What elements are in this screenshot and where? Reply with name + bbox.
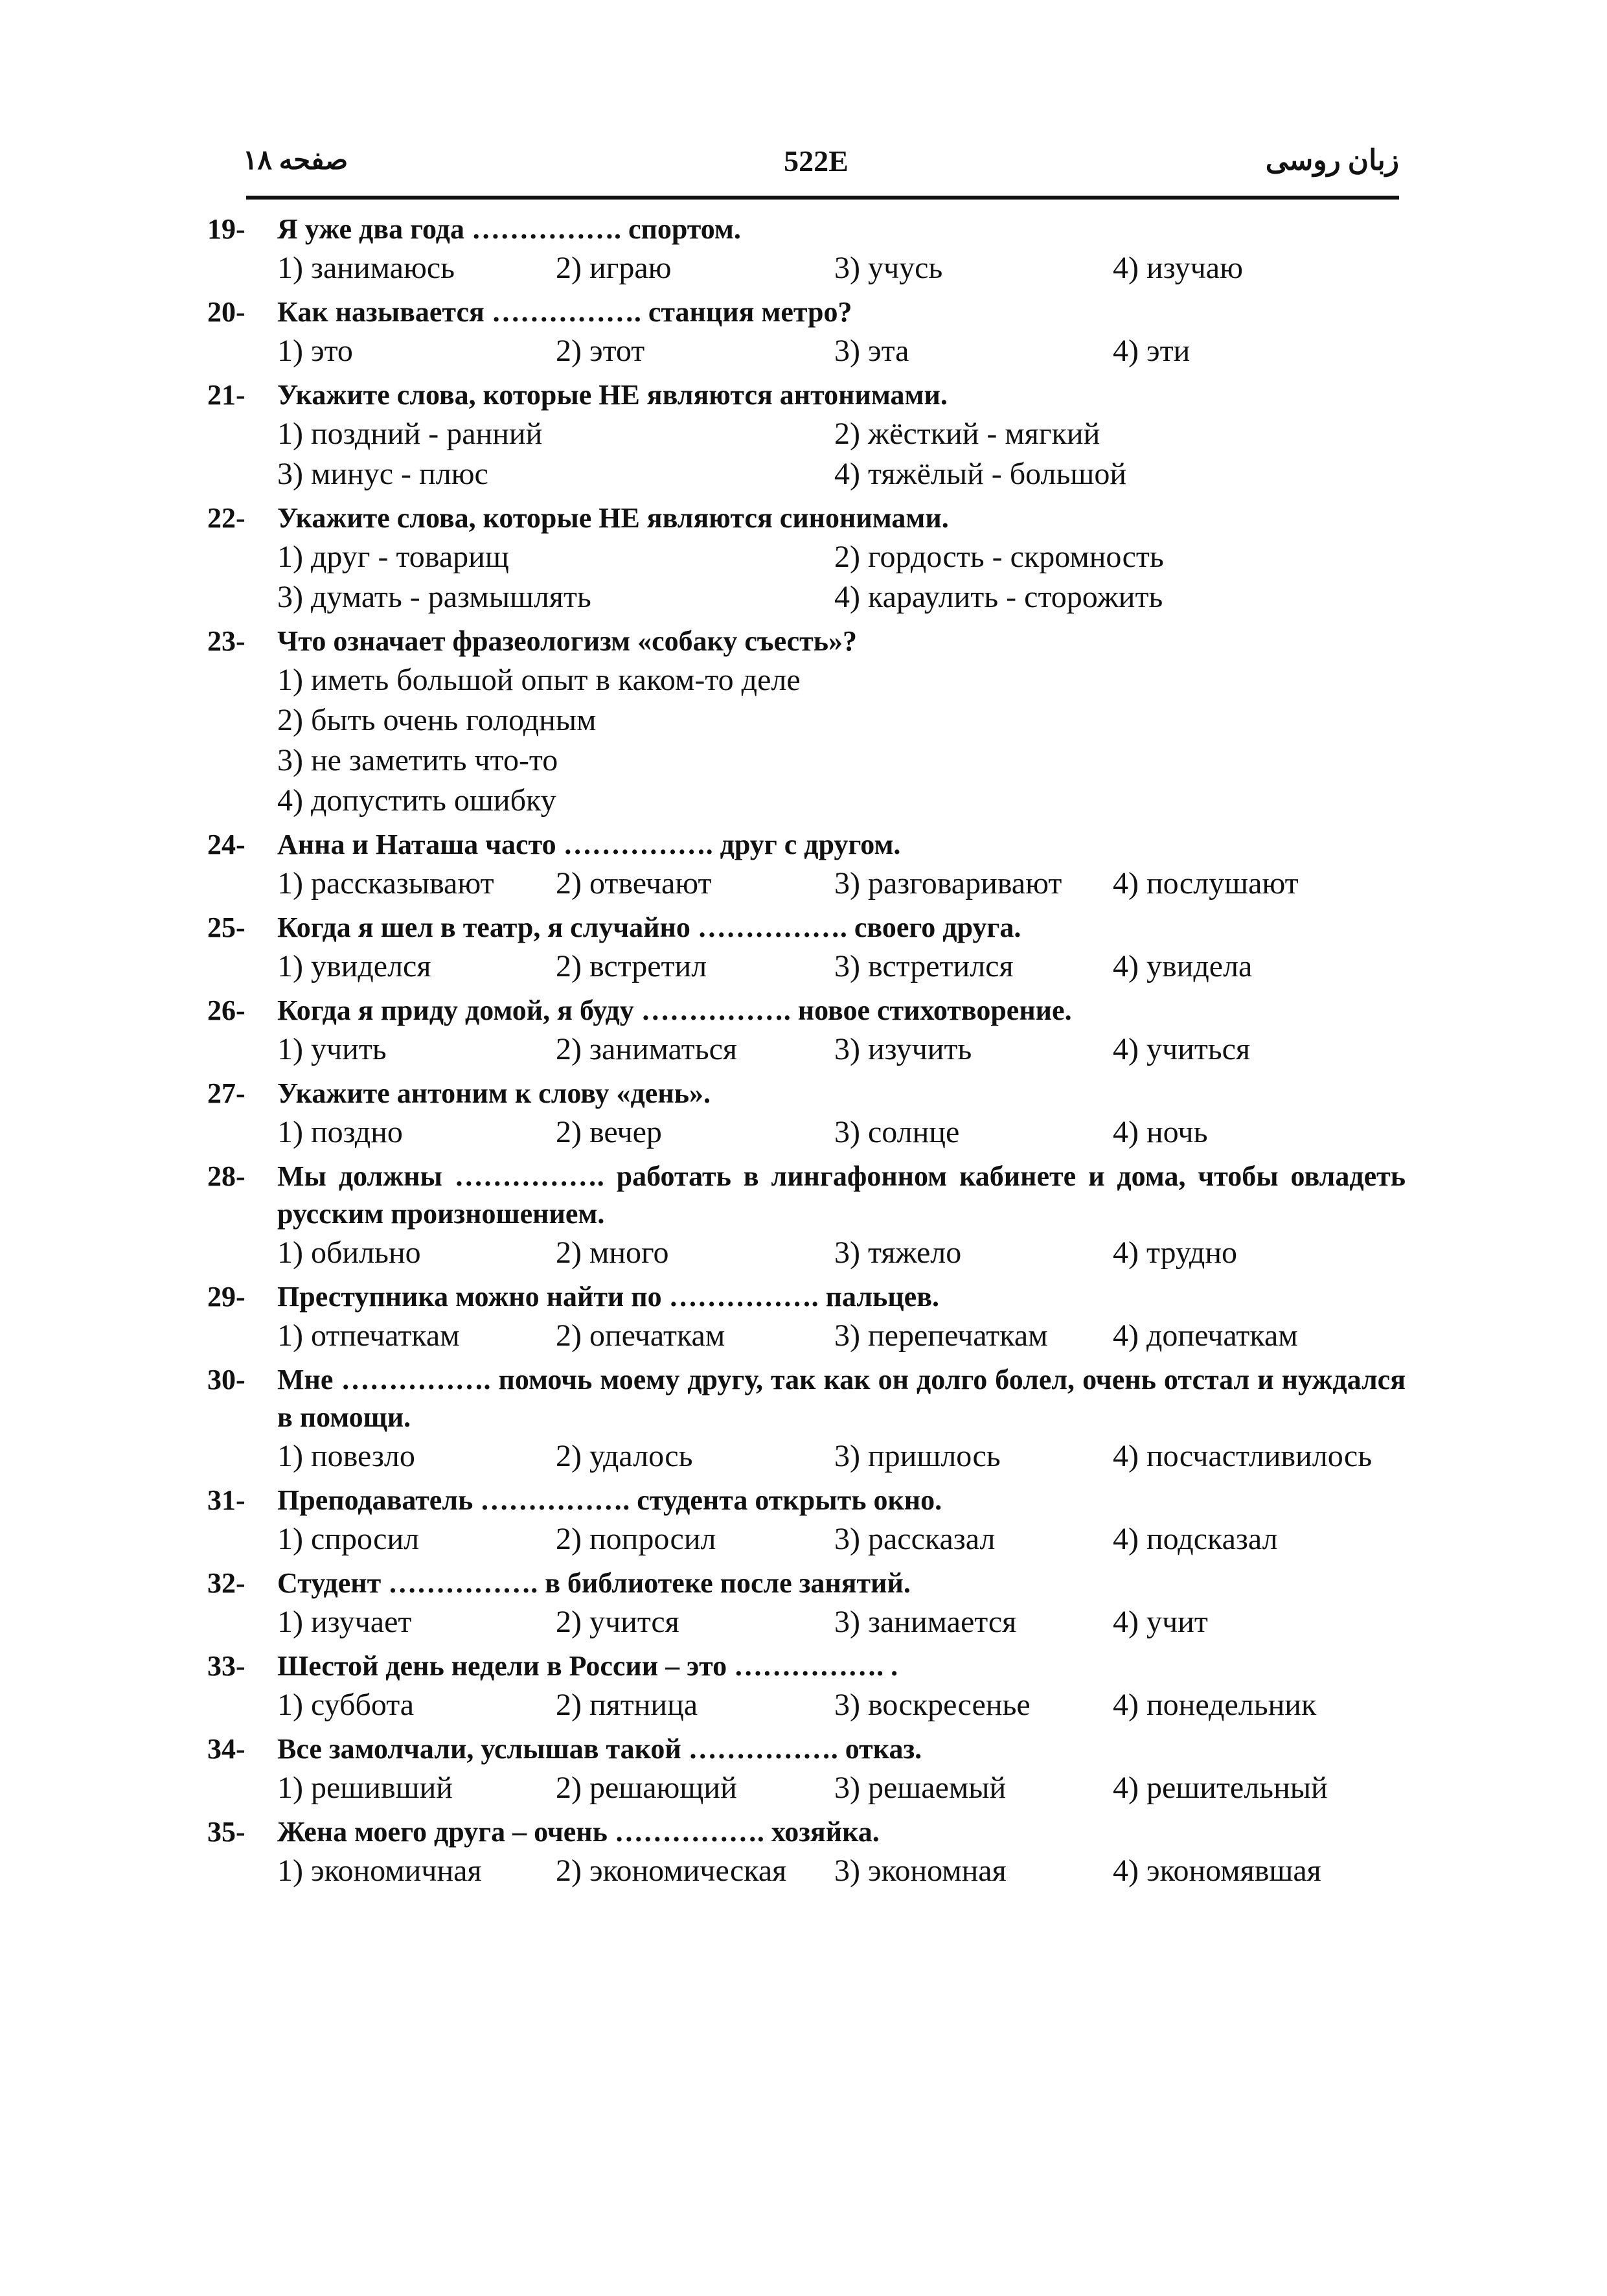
question-19: [207, 211, 1406, 288]
option-1: 1) учить: [277, 1032, 387, 1066]
option-3: 3) не заметить что-то: [277, 743, 558, 777]
question-list: [207, 211, 1406, 1896]
option-4: 4) понедельник: [1113, 1688, 1317, 1722]
question-text: Мы должны ……………. работать в лингафонном кабинете и дома, чтобы овладеть русским произношением.: [277, 1160, 1406, 1230]
question-35: [207, 1813, 1406, 1891]
question-31: [207, 1482, 1406, 1559]
page-header: [233, 144, 1399, 196]
question-text: Я уже два года ……………. спортом.: [277, 213, 741, 245]
question-26: [207, 992, 1406, 1070]
question-text: Укажите слова, которые НЕ являются синонимами.: [277, 502, 949, 534]
option-4: 4) посчастливилось: [1113, 1439, 1373, 1473]
option-4: 4) ночь: [1113, 1115, 1208, 1149]
option-4: 4) изучаю: [1113, 251, 1243, 285]
question-text: Преступника можно найти по ……………. пальцев.: [277, 1281, 939, 1313]
question-number: 23-: [207, 625, 245, 657]
question-28: [207, 1158, 1406, 1273]
question-24: [207, 826, 1406, 904]
option-2: 2) отвечают: [556, 866, 712, 901]
subject-title: زبان روسی: [1265, 144, 1399, 176]
question-text: Все замолчали, услышав такой ……………. отказ.: [277, 1733, 922, 1765]
option-1: 1) спросил: [277, 1522, 420, 1556]
option-3: 3) экономная: [834, 1854, 1007, 1888]
option-1: 1) друг - товарищ: [277, 540, 509, 574]
option-2: 2) опечаткам: [556, 1318, 725, 1353]
option-2: 2) удалось: [556, 1439, 693, 1473]
option-4: 4) трудно: [1113, 1235, 1237, 1270]
option-2: 2) учится: [556, 1605, 679, 1639]
option-4: 4) эти: [1113, 334, 1191, 368]
option-3: 3) солнце: [834, 1115, 960, 1149]
question-number: 32-: [207, 1567, 245, 1599]
option-1: 1) отпечаткам: [277, 1318, 460, 1353]
option-3: 3) пришлось: [834, 1439, 1001, 1473]
question-text: Шестой день недели в России – это ……………. .: [277, 1650, 898, 1682]
option-4: 4) допечаткам: [1113, 1318, 1298, 1353]
question-30: [207, 1361, 1406, 1476]
option-2: 2) жёсткий - мягкий: [834, 417, 1100, 451]
option-2: 2) этот: [556, 334, 645, 368]
question-text: Что означает фразеологизм «собаку съесть»?: [277, 625, 858, 657]
option-1: 1) поздно: [277, 1115, 403, 1149]
option-3: 3) думать - размышлять: [277, 580, 591, 614]
option-4: 4) послушают: [1113, 866, 1299, 901]
question-text: Жена моего друга – очень ……………. хозяйка.: [277, 1816, 880, 1848]
option-2: 2) много: [556, 1235, 669, 1270]
question-text: Мне ……………. помочь моему другу, так как он долго болел, очень отстал и нуждался в помощи.: [277, 1364, 1406, 1433]
option-1: 1) поздний - ранний: [277, 417, 543, 451]
option-1: 1) рассказывают: [277, 866, 494, 901]
question-text: Укажите антоним к слову «день».: [277, 1077, 711, 1109]
option-4: 4) учиться: [1113, 1032, 1251, 1066]
option-1: 1) суббота: [277, 1688, 415, 1722]
option-1: 1) изучает: [277, 1605, 412, 1639]
option-2: 2) экономическая: [556, 1854, 787, 1888]
question-29: [207, 1278, 1406, 1356]
option-2: 2) попросил: [556, 1522, 716, 1556]
option-1: 1) увиделся: [277, 949, 431, 983]
option-1: 1) занимаюсь: [277, 251, 455, 285]
page-number: صفحه ۱۸: [243, 146, 348, 176]
option-3: 3) воскресенье: [834, 1688, 1031, 1722]
option-1: 1) это: [277, 334, 353, 368]
question-number: 30-: [207, 1364, 245, 1395]
option-1: 1) решивший: [277, 1771, 453, 1805]
question-number: 24-: [207, 829, 245, 860]
option-3: 3) рассказал: [834, 1522, 996, 1556]
option-2: 2) вечер: [556, 1115, 662, 1149]
option-3: 3) перепечаткам: [834, 1318, 1048, 1353]
question-number: 25-: [207, 912, 245, 943]
header-divider: [246, 196, 1399, 200]
question-34: [207, 1730, 1406, 1808]
option-4: 4) подсказал: [1113, 1522, 1278, 1556]
option-2: 2) встретил: [556, 949, 707, 983]
question-number: 22-: [207, 502, 245, 534]
question-22: [207, 499, 1406, 617]
question-text: Укажите слова, которые НЕ являются антонимами.: [277, 379, 948, 411]
question-number: 27-: [207, 1077, 245, 1109]
option-4: 4) учит: [1113, 1605, 1208, 1639]
question-number: 26-: [207, 994, 245, 1026]
option-1: 1) иметь большой опыт в каком-то деле: [277, 663, 801, 697]
question-number: 31-: [207, 1484, 245, 1516]
question-text: Студент ……………. в библиотеке после занятий.: [277, 1567, 911, 1599]
question-27: [207, 1075, 1406, 1153]
question-text: Анна и Наташа часто ……………. друг с другом.: [277, 829, 901, 860]
option-1: 1) обильно: [277, 1235, 421, 1270]
question-number: 21-: [207, 379, 245, 411]
question-number: 35-: [207, 1816, 245, 1848]
option-2: 2) решающий: [556, 1771, 737, 1805]
option-4: 4) экономявшая: [1113, 1854, 1321, 1888]
option-2: 2) гордость - скромность: [834, 540, 1164, 574]
option-1: 1) экономичная: [277, 1854, 482, 1888]
question-21: [207, 376, 1406, 494]
option-4: 4) решительный: [1113, 1771, 1328, 1805]
option-4: 4) тяжёлый - большой: [834, 457, 1127, 491]
question-number: 28-: [207, 1160, 245, 1192]
option-3: 3) изучить: [834, 1032, 972, 1066]
question-33: [207, 1647, 1406, 1725]
question-number: 19-: [207, 213, 245, 245]
question-number: 33-: [207, 1650, 245, 1682]
option-4: 4) увидела: [1113, 949, 1253, 983]
question-25: [207, 909, 1406, 987]
question-text: Когда я шел в театр, я случайно ……………. своего друга.: [277, 912, 1021, 943]
question-number: 29-: [207, 1281, 245, 1313]
option-3: 3) эта: [834, 334, 909, 368]
question-number: 34-: [207, 1733, 245, 1765]
question-text: Как называется ……………. станция метро?: [277, 296, 852, 328]
option-3: 3) решаемый: [834, 1771, 1007, 1805]
option-3: 3) минус - плюс: [277, 457, 488, 491]
option-4: 4) караулить - сторожить: [834, 580, 1163, 614]
option-3: 3) занимается: [834, 1605, 1017, 1639]
option-3: 3) встретился: [834, 949, 1014, 983]
exam-code: 522E: [784, 144, 849, 178]
option-3: 3) разговаривают: [834, 866, 1062, 901]
option-3: 3) тяжело: [834, 1235, 962, 1270]
option-1: 1) повезло: [277, 1439, 415, 1473]
question-23: [207, 623, 1406, 821]
question-number: 20-: [207, 296, 245, 328]
question-text: Когда я приду домой, я буду ……………. новое стихотворение.: [277, 994, 1072, 1026]
option-3: 3) учусь: [834, 251, 943, 285]
option-2: 2) быть очень голодным: [277, 703, 597, 737]
question-text: Преподаватель ……………. студента открыть окно.: [277, 1484, 942, 1516]
question-20: [207, 293, 1406, 371]
option-2: 2) заниматься: [556, 1032, 737, 1066]
option-4: 4) допустить ошибку: [277, 783, 556, 818]
option-2: 2) пятница: [556, 1688, 698, 1722]
option-2: 2) играю: [556, 251, 672, 285]
question-32: [207, 1565, 1406, 1642]
